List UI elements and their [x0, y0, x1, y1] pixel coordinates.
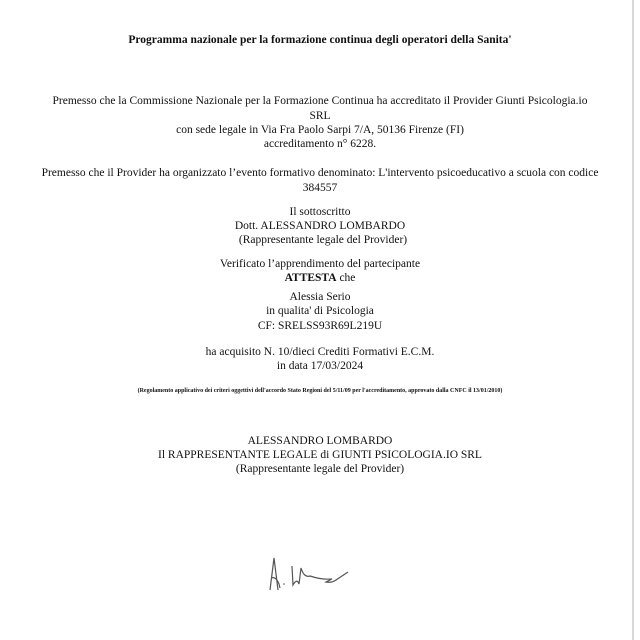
signatory-role: (Rappresentante legale del Provider): [238, 234, 408, 246]
document-title: Programma nazionale per la formazione continua degli operatori della Sanita': [128, 34, 512, 46]
footer-role: (Rappresentante legale del Provider): [235, 463, 405, 475]
signatory-name: Dott. ALESSANDRO LOMBARDO: [234, 220, 406, 232]
credits-line: ha acquisito N. 10/dieci Crediti Formativi E.C.M.: [205, 346, 435, 358]
premise1-address: con sede legale in Via Fra Paolo Sarpi 7/A, 50136 Firenze (FI): [176, 124, 464, 136]
handwritten-signature: [262, 548, 362, 598]
premise2-code: 384557: [302, 182, 338, 194]
footer-name: ALESSANDRO LOMBARDO: [247, 435, 393, 447]
attesta-bold: ATTESTA: [284, 272, 337, 284]
premise1-accreditation: accreditamento n° 6228.: [263, 138, 377, 150]
premise2-line1: Premesso che il Provider ha organizzato l’evento formativo denominato: L'intervento psicoeducativo a scuola con codice: [41, 167, 599, 179]
premise1-line1: Premesso che la Commissione Nazionale per la Formazione Continua ha accreditato il Provider Giunti Psicologia.io: [52, 95, 588, 107]
participant-cf: CF: SRELSS93R69L219U: [257, 320, 383, 332]
verified-text: Verificato l’apprendimento del partecipante: [219, 258, 421, 270]
participant-name: Alessia Serio: [289, 291, 351, 303]
regulation-note: (Regolamento applicativo dei criteri oggettivi dell'accordo Stato Regioni del 5/11/09 per l'accreditamento, approvato dalla CNFC il 13/01/2010): [137, 388, 503, 394]
premise1-line2: SRL: [309, 110, 331, 122]
credits-date: in data 17/03/2024: [276, 360, 364, 372]
footer-title: Il RAPPRESENTANTE LEGALE di GIUNTI PSICOLOGIA.IO SRL: [158, 449, 482, 461]
signatory-intro: Il sottoscritto: [289, 206, 351, 218]
attesta-heading: [0, 271, 640, 285]
participant-qualification: in qualita' di Psicologia: [266, 305, 374, 317]
attesta-rest: che: [336, 272, 356, 284]
